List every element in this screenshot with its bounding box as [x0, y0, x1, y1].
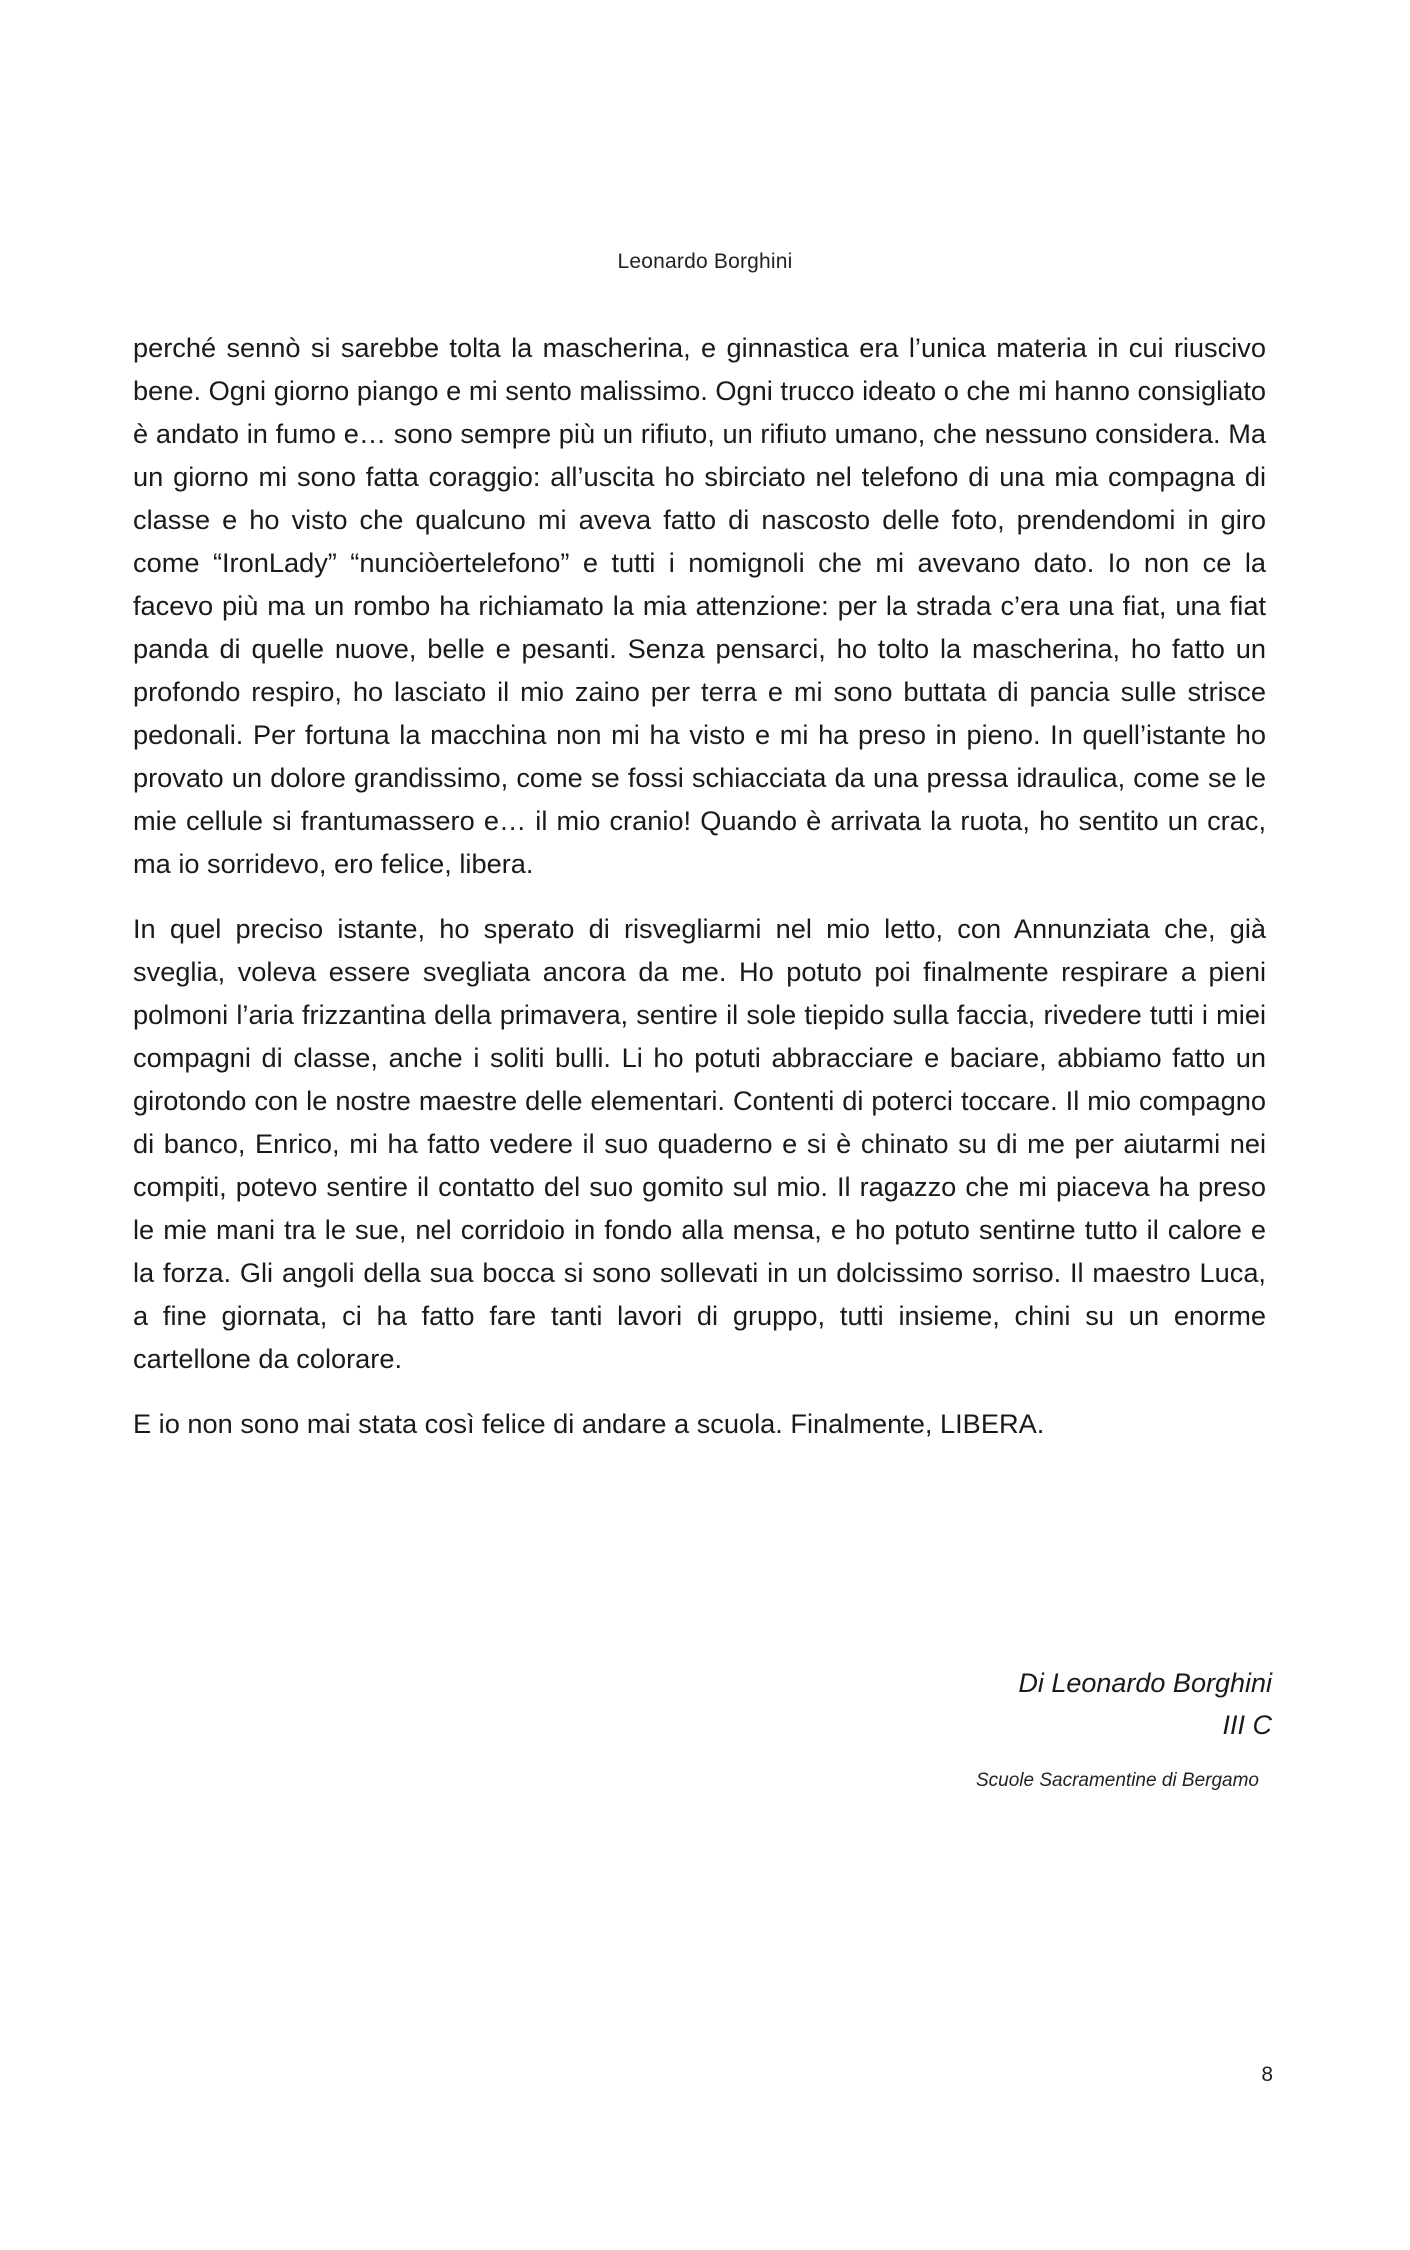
signature-author: Di Leonardo Borghini — [1018, 1668, 1272, 1698]
page-number: 8 — [1261, 2063, 1273, 2086]
paragraph-3: E io non sono mai stata così felice di andare a scuola. Finalmente, LIBERA. — [133, 1408, 1045, 1439]
school-name: Scuole Sacramentine di Bergamo — [975, 1770, 1259, 1791]
running-header: Leonardo Borghini — [617, 250, 793, 273]
paragraph-1: perché sennò si sarebbe tolta la mascherina, e ginnastica era l’unica materia in cui riuscivo bene. Ogni giorno piango e mi sento malissimo. Ogni trucco ideato o che mi hanno consigliato è andato in fumo e… sono sempre più un rifiuto, un rifiuto umano, che nessuno considera. Ma un giorno mi sono fatta coraggio: all’uscita ho sbirciato nel telefono di una mia compagna di classe e ho visto che qualcuno mi aveva fatto di nascosto delle foto, prendendomi in giro come “IronLady” “nunciòertelefono” e tutti i nomignoli che mi avevano dato. Io non ce la facevo più ma un rombo ha richiamato la mia attenzione: per la strada c’era una fiat, una fiat panda di quelle nuove, belle e pesanti. Senza pensarci, ho tolto la mascherina, ho fatto un profondo respiro, ho lasciato il mio zaino per terra e mi sono buttata di pancia sulle strisce pedonali. Per fortuna la macchina non mi ha visto e mi ha preso in pieno. In quell’istante ho provato un dolore grandissimo, come se fossi schiacciata da una pressa idraulica, come se le mie cellule si frantumassero e… il mio cranio! Quando è arrivata la ruota, ho sentito un crac, ma io sorridevo, ero felice, libera. — [133, 332, 1266, 879]
signature-class: III C — [1222, 1710, 1272, 1740]
paragraph-2: In quel preciso istante, ho sperato di risvegliarmi nel mio letto, con Annunziata che, già sveglia, voleva essere svegliata ancora da me. Ho potuto poi finalmente respirare a pieni polmoni l’aria frizzantina della primavera, sentire il sole tiepido sulla faccia, rivedere tutti i miei compagni di classe, anche i soliti bulli. Li ho potuti abbracciare e baciare, abbiamo fatto un girotondo con le nostre maestre delle elementari. Contenti di poterci toccare. Il mio compagno di banco, Enrico, mi ha fatto vedere il suo quaderno e si è chinato su di me per aiutarmi nei compiti, potevo sentire il contatto del suo gomito sul mio. Il ragazzo che mi piaceva ha preso le mie mani tra le sue, nel corridoio in fondo alla mensa, e ho potuto sentirne tutto il calore e la forza. Gli angoli della sua bocca si sono sollevati in un dolcissimo sorriso. Il maestro Luca, a fine giornata, ci ha fatto fare tanti lavori di gruppo, tutti insieme, chini su un enorme cartellone da colorare. — [133, 913, 1266, 1374]
body-text — [133, 326, 1266, 1467]
